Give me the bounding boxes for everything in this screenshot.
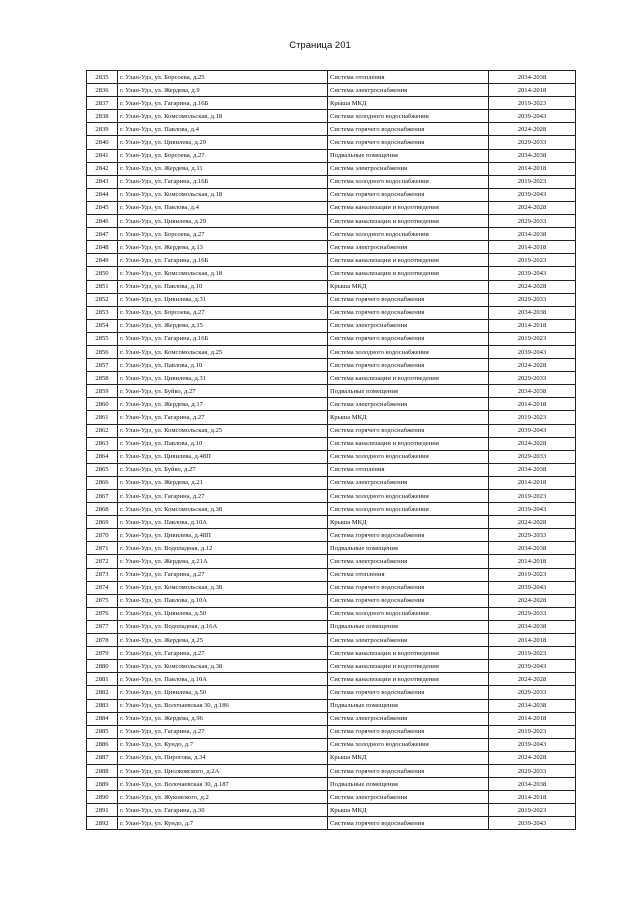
row-number: 2851 [87,280,118,293]
system-cell: Система электроснабжения [328,162,489,175]
period-cell: 2039-2043 [489,503,576,516]
row-number: 2873 [87,568,118,581]
address-cell: г. Улан-Удэ, ул. Комсомольская, д.38 [118,660,328,673]
address-cell: г. Улан-Удэ, ул. Цивилева, д.29 [118,136,328,149]
table-row [87,228,576,241]
period-cell: 2019-2023 [489,175,576,188]
table-row [87,411,576,424]
table-row [87,529,576,542]
system-cell: Крыша МКД [328,97,489,110]
table-row [87,306,576,319]
period-cell: 2014-2018 [489,712,576,725]
table-row [87,581,576,594]
address-cell: г. Улан-Удэ, ул. Жердева, д.11 [118,162,328,175]
table-row [87,463,576,476]
period-cell: 2034-2038 [489,778,576,791]
table-row [87,450,576,463]
system-cell: Крыша МКД [328,751,489,764]
address-cell: г. Улан-Удэ, ул. Жердева, д.96 [118,712,328,725]
period-cell: 2029-2033 [489,764,576,777]
address-cell: г. Улан-Удэ, ул. Цивилева, д.48П [118,450,328,463]
address-cell: г. Улан-Удэ, ул. Цивилева, д.48П [118,529,328,542]
row-number: 2852 [87,293,118,306]
system-cell: Система горячего водоснабжения [328,359,489,372]
system-cell: Система холодного водоснабжения [328,607,489,620]
address-cell: г. Улан-Удэ, ул. Борсоева, д.27 [118,306,328,319]
system-cell: Крыша МКД [328,804,489,817]
address-cell: г. Улан-Удэ, ул. Гагарина, д.27 [118,411,328,424]
table-row [87,136,576,149]
address-cell: г. Улан-Удэ, ул. Борсоева, д.27 [118,149,328,162]
system-cell: Система канализации и водоотведения [328,254,489,267]
period-cell: 2034-2038 [489,228,576,241]
row-number: 2863 [87,437,118,450]
table-row [87,634,576,647]
period-cell: 2039-2043 [489,345,576,358]
period-cell: 2019-2023 [489,97,576,110]
address-cell: г. Улан-Удэ, ул. Гагарина, д.16Б [118,175,328,188]
row-number: 2860 [87,398,118,411]
row-number: 2839 [87,123,118,136]
period-cell: 2024-2028 [489,123,576,136]
address-cell: г. Улан-Удэ, ул. Жердева, д.21 [118,476,328,489]
address-cell: г. Улан-Удэ, ул. Павлова, д.4 [118,201,328,214]
address-cell: г. Улан-Удэ, ул. Буйко, д.27 [118,463,328,476]
period-cell: 2039-2043 [489,424,576,437]
system-cell: Система электроснабжения [328,791,489,804]
address-cell: г. Улан-Удэ, ул. Гагарина, д.27 [118,725,328,738]
table-row [87,817,576,830]
row-number: 2882 [87,686,118,699]
system-cell: Система канализации и водоотведения [328,660,489,673]
address-cell: г. Улан-Удэ, ул. Борсоева, д.25 [118,71,328,84]
address-cell: г. Улан-Удэ, ул. Жердева, д.21А [118,555,328,568]
period-cell: 2034-2038 [489,385,576,398]
period-cell: 2034-2038 [489,149,576,162]
system-cell: Система электроснабжения [328,634,489,647]
table-row [87,332,576,345]
address-cell: г. Улан-Удэ, ул. Жердева, д.13 [118,241,328,254]
period-cell: 2029-2033 [489,607,576,620]
period-cell: 2014-2018 [489,634,576,647]
period-cell: 2024-2028 [489,280,576,293]
table-row [87,778,576,791]
table-row [87,149,576,162]
row-number: 2854 [87,319,118,332]
system-cell: Система канализации и водоотведения [328,437,489,450]
period-cell: 2019-2023 [489,332,576,345]
period-cell: 2019-2023 [489,568,576,581]
period-cell: 2024-2028 [489,751,576,764]
address-cell: г. Улан-Удэ, ул. Павлова, д.10А [118,516,328,529]
table-row [87,97,576,110]
address-cell: г. Улан-Удэ, ул. Комсомольская, д.18 [118,110,328,123]
period-cell: 2014-2018 [489,791,576,804]
address-cell: г. Улан-Удэ, ул. Комсомольская, д.25 [118,345,328,358]
row-number: 2847 [87,228,118,241]
period-cell: 2034-2038 [489,542,576,555]
table-row [87,673,576,686]
system-cell: Система отопления [328,568,489,581]
row-number: 2869 [87,516,118,529]
system-cell: Система электроснабжения [328,712,489,725]
address-cell: г. Улан-Удэ, ул. Гагарина, д.27 [118,568,328,581]
table-row [87,490,576,503]
row-number: 2874 [87,581,118,594]
system-cell: Система холодного водоснабжения [328,175,489,188]
row-number: 2844 [87,188,118,201]
system-cell: Крыша МКД [328,280,489,293]
row-number: 2856 [87,345,118,358]
row-number: 2837 [87,97,118,110]
system-cell: Система горячего водоснабжения [328,594,489,607]
address-cell: г. Улан-Удэ, ул. Гагарина, д.16Б [118,332,328,345]
table-row [87,162,576,175]
row-number: 2890 [87,791,118,804]
period-cell: 2014-2018 [489,398,576,411]
table-row [87,712,576,725]
address-cell: г. Улан-Удэ, ул. Водопадная, д.12 [118,542,328,555]
table-row [87,372,576,385]
page-title: Страница 201 [289,40,351,51]
table-row [87,201,576,214]
table-row [87,542,576,555]
address-cell: г. Улан-Удэ, ул. Комсомольская, д.18 [118,188,328,201]
system-cell: Система канализации и водоотведения [328,201,489,214]
row-number: 2841 [87,149,118,162]
address-cell: г. Улан-Удэ, ул. Цивилева, д.31 [118,293,328,306]
period-cell: 2029-2033 [489,450,576,463]
table-row [87,738,576,751]
table-row [87,555,576,568]
system-cell: Система канализации и водоотведения [328,372,489,385]
period-cell: 2034-2038 [489,306,576,319]
address-cell: г. Улан-Удэ, ул. Комсомольская, д.25 [118,424,328,437]
system-cell: Система холодного водоснабжения [328,490,489,503]
address-cell: г. Улан-Удэ, ул. Павлова, д.4 [118,123,328,136]
row-number: 2871 [87,542,118,555]
table-row [87,699,576,712]
table-row [87,725,576,738]
period-cell: 2039-2043 [489,188,576,201]
row-number: 2883 [87,699,118,712]
table-row [87,686,576,699]
row-number: 2849 [87,254,118,267]
system-cell: Подвальные помещения [328,385,489,398]
row-number: 2838 [87,110,118,123]
row-number: 2872 [87,555,118,568]
system-cell: Система канализации и водоотведения [328,647,489,660]
period-cell: 2029-2033 [489,372,576,385]
system-cell: Подвальные помещения [328,620,489,633]
address-cell: г. Улан-Удэ, ул. Пирогова, д.34 [118,751,328,764]
address-cell: г. Улан-Удэ, ул. Кундо, д.7 [118,738,328,751]
address-cell: г. Улан-Удэ, ул. Гагарина, д.16Б [118,254,328,267]
system-cell: Система горячего водоснабжения [328,529,489,542]
row-number: 2889 [87,778,118,791]
table-row [87,319,576,332]
period-cell: 2024-2028 [489,594,576,607]
system-cell: Подвальные помещения [328,542,489,555]
table-row [87,398,576,411]
table-row [87,516,576,529]
period-cell: 2024-2028 [489,516,576,529]
period-cell: 2034-2038 [489,620,576,633]
address-cell: г. Улан-Удэ, ул. Жердева, д.15 [118,319,328,332]
row-number: 2886 [87,738,118,751]
row-number: 2880 [87,660,118,673]
system-cell: Система канализации и водоотведения [328,673,489,686]
system-cell: Система горячего водоснабжения [328,581,489,594]
period-cell: 2024-2028 [489,201,576,214]
system-cell: Система холодного водоснабжения [328,228,489,241]
table-row [87,345,576,358]
repair-schedule-table [86,70,576,830]
row-number: 2864 [87,450,118,463]
row-number: 2876 [87,607,118,620]
row-number: 2866 [87,476,118,489]
row-number: 2846 [87,215,118,228]
row-number: 2857 [87,359,118,372]
address-cell: г. Улан-Удэ, ул. Павлова, д.10 [118,437,328,450]
system-cell: Система электроснабжения [328,555,489,568]
table-row [87,267,576,280]
row-number: 2858 [87,372,118,385]
row-number: 2887 [87,751,118,764]
period-cell: 2014-2018 [489,162,576,175]
period-cell: 2014-2018 [489,84,576,97]
period-cell: 2019-2023 [489,725,576,738]
period-cell: 2019-2023 [489,804,576,817]
address-cell: г. Улан-Удэ, ул. Гагарина, д.27 [118,647,328,660]
period-cell: 2014-2018 [489,476,576,489]
address-cell: г. Улан-Удэ, ул. Комсомольская, д.18 [118,267,328,280]
period-cell: 2034-2038 [489,463,576,476]
row-number: 2865 [87,463,118,476]
period-cell: 2034-2038 [489,699,576,712]
row-number: 2861 [87,411,118,424]
row-number: 2845 [87,201,118,214]
address-cell: г. Улан-Удэ, ул. Цивилева, д.29 [118,215,328,228]
row-number: 2881 [87,673,118,686]
system-cell: Система горячего водоснабжения [328,764,489,777]
row-number: 2840 [87,136,118,149]
table-row [87,751,576,764]
table-row [87,594,576,607]
system-cell: Система горячего водоснабжения [328,306,489,319]
system-cell: Система холодного водоснабжения [328,450,489,463]
system-cell: Система канализации и водоотведения [328,267,489,280]
system-cell: Система электроснабжения [328,84,489,97]
system-cell: Система холодного водоснабжения [328,345,489,358]
period-cell: 2029-2033 [489,529,576,542]
period-cell: 2039-2043 [489,267,576,280]
row-number: 2855 [87,332,118,345]
address-cell: г. Улан-Удэ, ул. Павлова, д.10А [118,673,328,686]
system-cell: Система горячего водоснабжения [328,332,489,345]
address-cell: г. Улан-Удэ, ул. Жердева, д.25 [118,634,328,647]
table-row [87,764,576,777]
table-row [87,804,576,817]
table-row [87,568,576,581]
address-cell: г. Улан-Удэ, ул. Павлова, д.10 [118,359,328,372]
address-cell: г. Улан-Удэ, ул. Кундо, д.7 [118,817,328,830]
system-cell: Система горячего водоснабжения [328,188,489,201]
system-cell: Подвальные помещения [328,699,489,712]
period-cell: 2039-2043 [489,110,576,123]
system-cell: Система электроснабжения [328,398,489,411]
address-cell: г. Улан-Удэ, ул. Цивилева, д.31 [118,372,328,385]
period-cell: 2019-2023 [489,411,576,424]
table-row [87,84,576,97]
address-cell: г. Улан-Удэ, ул. Цивилева, д.50 [118,686,328,699]
address-cell: г. Улан-Удэ, ул. Комсомольская, д.38 [118,503,328,516]
row-number: 2853 [87,306,118,319]
row-number: 2888 [87,764,118,777]
row-number: 2836 [87,84,118,97]
period-cell: 2024-2028 [489,359,576,372]
period-cell: 2014-2018 [489,319,576,332]
period-cell: 2019-2023 [489,647,576,660]
table-row [87,607,576,620]
table-row [87,188,576,201]
row-number: 2884 [87,712,118,725]
address-cell: г. Улан-Удэ, ул. Борсоева, д.27 [118,228,328,241]
period-cell: 2014-2018 [489,241,576,254]
row-number: 2850 [87,267,118,280]
system-cell: Система электроснабжения [328,319,489,332]
system-cell: Система отопления [328,463,489,476]
period-cell: 2024-2028 [489,437,576,450]
row-number: 2892 [87,817,118,830]
system-cell: Крыша МКД [328,411,489,424]
system-cell: Система отопления [328,71,489,84]
address-cell: г. Улан-Удэ, ул. Павлова, д.10А [118,594,328,607]
table-row [87,437,576,450]
system-cell: Система электроснабжения [328,241,489,254]
period-cell: 2029-2033 [489,136,576,149]
address-cell: г. Улан-Удэ, ул. Волочаевская 30, д.186 [118,699,328,712]
address-cell: г. Улан-Удэ, ул. Буйко, д.27 [118,385,328,398]
address-cell: г. Улан-Удэ, ул. Волочаевская 30, д.187 [118,778,328,791]
address-cell: г. Улан-Удэ, ул. Циолковского, д.2А [118,764,328,777]
table-row [87,660,576,673]
address-cell: г. Улан-Удэ, ул. Гагарина, д.16Б [118,97,328,110]
system-cell: Система холодного водоснабжения [328,738,489,751]
table-row [87,280,576,293]
table-row [87,123,576,136]
row-number: 2835 [87,71,118,84]
period-cell: 2034-2038 [489,71,576,84]
table-row [87,110,576,123]
table-row [87,791,576,804]
system-cell: Система канализации и водоотведения [328,215,489,228]
row-number: 2843 [87,175,118,188]
row-number: 2877 [87,620,118,633]
row-number: 2859 [87,385,118,398]
system-cell: Система горячего водоснабжения [328,293,489,306]
row-number: 2848 [87,241,118,254]
system-cell: Подвальные помещения [328,149,489,162]
system-cell: Система холодного водоснабжения [328,110,489,123]
period-cell: 2024-2028 [489,673,576,686]
system-cell: Крыша МКД [328,516,489,529]
period-cell: 2039-2043 [489,817,576,830]
row-number: 2867 [87,490,118,503]
table-row [87,647,576,660]
period-cell: 2039-2043 [489,738,576,751]
table-row [87,71,576,84]
row-number: 2875 [87,594,118,607]
address-cell: г. Улан-Удэ, ул. Павлова, д.10 [118,280,328,293]
system-cell: Система горячего водоснабжения [328,136,489,149]
table-row [87,476,576,489]
table-row [87,293,576,306]
table-row [87,385,576,398]
system-cell: Система горячего водоснабжения [328,123,489,136]
table-row [87,254,576,267]
row-number: 2879 [87,647,118,660]
row-number: 2868 [87,503,118,516]
address-cell: г. Улан-Удэ, ул. Жердева, д.9 [118,84,328,97]
period-cell: 2019-2023 [489,490,576,503]
address-cell: г. Улан-Удэ, ул. Жердева, д.17 [118,398,328,411]
table-row [87,620,576,633]
system-cell: Система электроснабжения [328,476,489,489]
system-cell: Система горячего водоснабжения [328,686,489,699]
period-cell: 2014-2018 [489,555,576,568]
row-number: 2891 [87,804,118,817]
table-row [87,241,576,254]
period-cell: 2029-2033 [489,686,576,699]
row-number: 2842 [87,162,118,175]
address-cell: г. Улан-Удэ, ул. Водопадная, д.16А [118,620,328,633]
table-row [87,424,576,437]
system-cell: Система горячего водоснабжения [328,424,489,437]
system-cell: Система холодного водоснабжения [328,503,489,516]
table-row [87,503,576,516]
address-cell: г. Улан-Удэ, ул. Комсомольская, д.38 [118,581,328,594]
row-number: 2878 [87,634,118,647]
address-cell: г. Улан-Удэ, ул. Жуковского, д.2 [118,791,328,804]
period-cell: 2039-2043 [489,660,576,673]
table-row [87,359,576,372]
table-row [87,215,576,228]
system-cell: Система горячего водоснабжения [328,817,489,830]
system-cell: Подвальные помещения [328,778,489,791]
address-cell: г. Улан-Удэ, ул. Гагарина, д.30 [118,804,328,817]
table-body [87,71,576,830]
address-cell: г. Улан-Удэ, ул. Гагарина, д.27 [118,490,328,503]
system-cell: Система горячего водоснабжения [328,725,489,738]
period-cell: 2029-2033 [489,293,576,306]
row-number: 2862 [87,424,118,437]
address-cell: г. Улан-Удэ, ул. Цивилева, д.50 [118,607,328,620]
period-cell: 2039-2043 [489,581,576,594]
table-row [87,175,576,188]
row-number: 2885 [87,725,118,738]
period-cell: 2019-2023 [489,254,576,267]
row-number: 2870 [87,529,118,542]
period-cell: 2029-2033 [489,215,576,228]
